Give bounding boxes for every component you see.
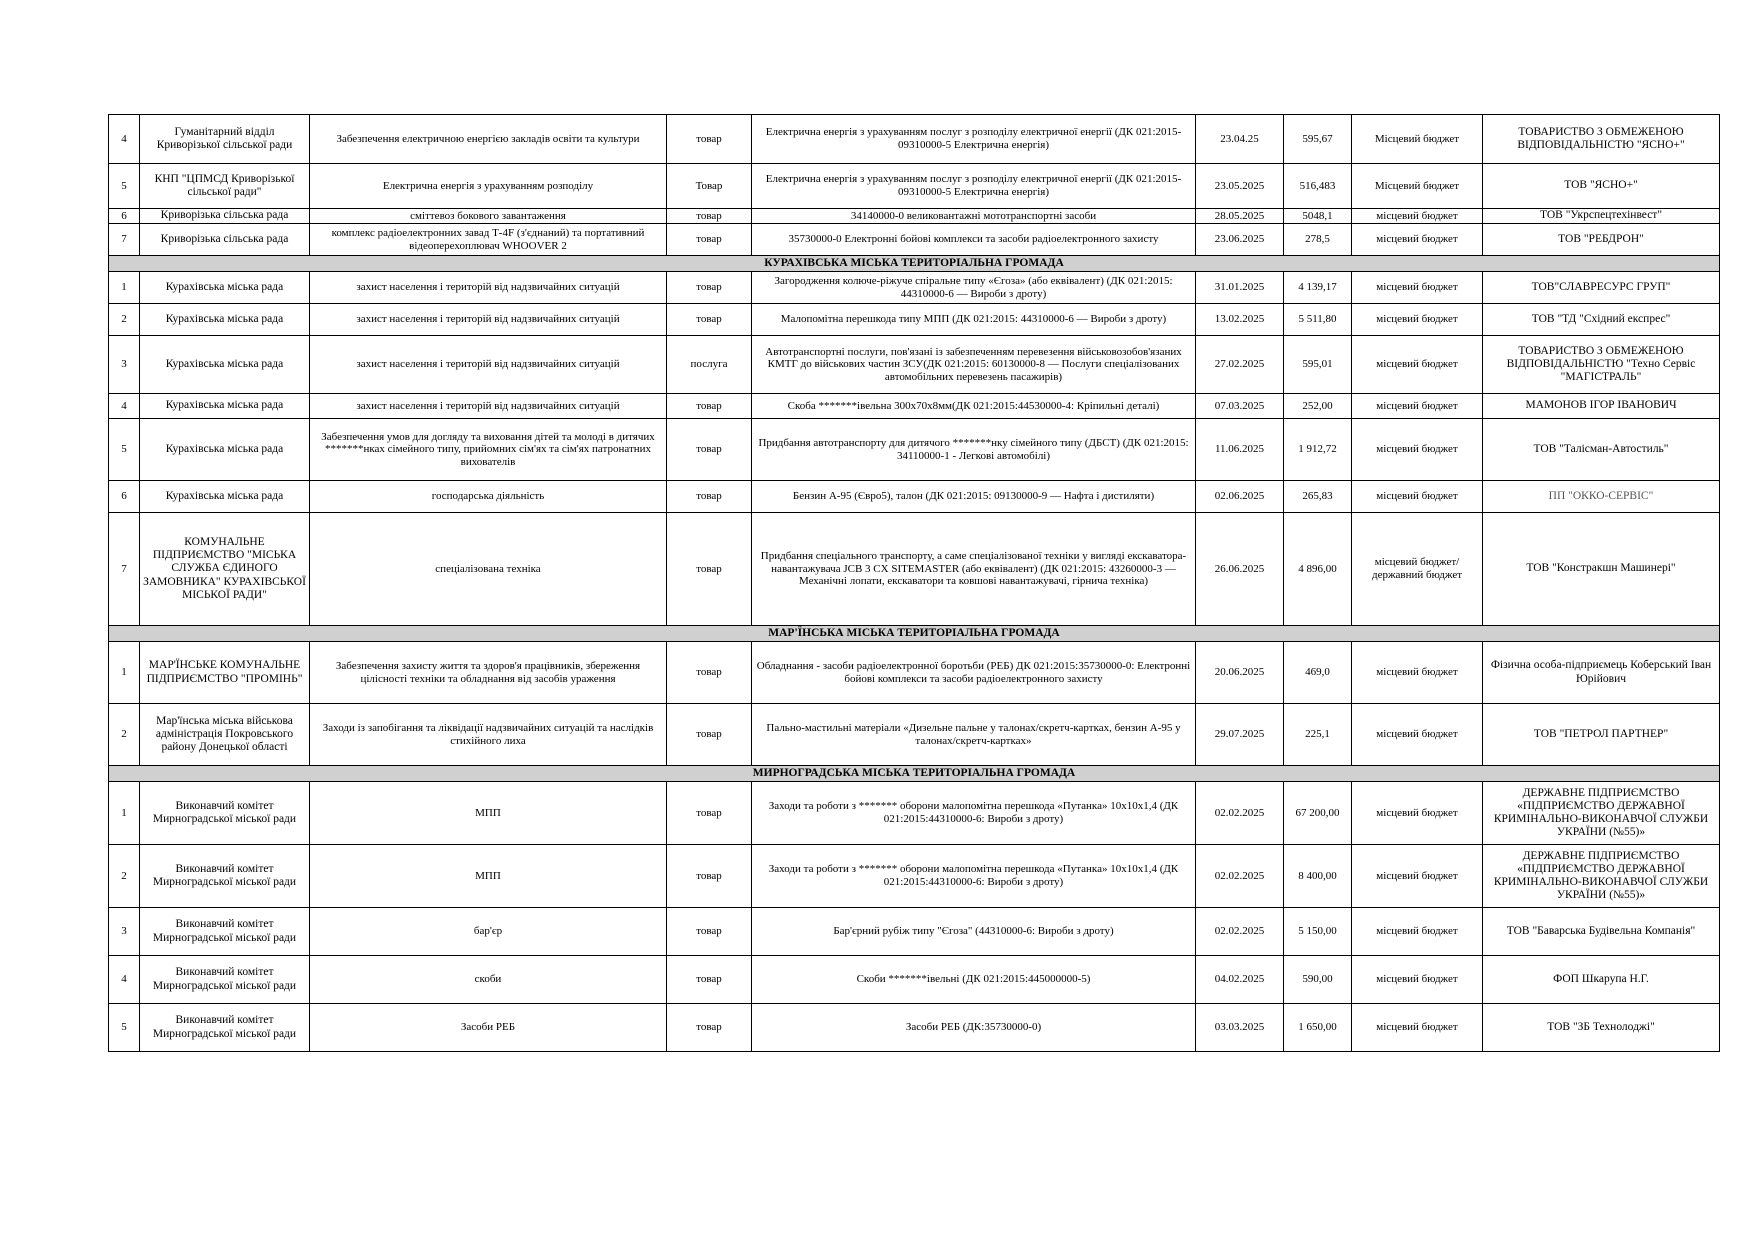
cell-supplier: ТОВ "Констракшн Машинері" [1483, 513, 1720, 626]
cell-org: Курахівська міська рада [140, 336, 310, 394]
cell-kind: товар [667, 224, 752, 256]
cell-num: 1 [109, 272, 140, 304]
cell-date: 02.06.2025 [1196, 481, 1284, 513]
cell-kind: Товар [667, 164, 752, 209]
cell-date: 23.05.2025 [1196, 164, 1284, 209]
cell-purpose: МПП [310, 845, 667, 908]
cell-num: 3 [109, 336, 140, 394]
cell-date: 13.02.2025 [1196, 304, 1284, 336]
cell-subject: Електрична енергія з урахуванням послуг з розподілу електричної енергії (ДК 021:2015-09310000-5 Електрична енергія) [752, 164, 1196, 209]
cell-date: 29.07.2025 [1196, 704, 1284, 766]
cell-funding: місцевий бюджет [1352, 908, 1483, 956]
cell-purpose: захист населення і територій від надзвичайних ситуацій [310, 272, 667, 304]
cell-purpose: Забезпечення електричною енергією закладів освіти та культури [310, 115, 667, 164]
cell-supplier: ТОВ "ЯСНО+" [1483, 164, 1720, 209]
cell-amount: 225,1 [1284, 704, 1352, 766]
cell-supplier: ТОВАРИСТВО З ОБМЕЖЕНОЮ ВІДПОВІДАЛЬНІСТЮ "Техно Сервіс "МАГІСТРАЛЬ" [1483, 336, 1720, 394]
cell-kind: товар [667, 272, 752, 304]
cell-num: 7 [109, 224, 140, 256]
cell-num: 4 [109, 115, 140, 164]
cell-funding: місцевий бюджет [1352, 419, 1483, 481]
cell-org: Криворізька сільська рада [140, 224, 310, 256]
cell-kind: товар [667, 908, 752, 956]
cell-amount: 4 139,17 [1284, 272, 1352, 304]
cell-subject: Засоби РЕБ (ДК:35730000-0) [752, 1004, 1196, 1052]
cell-date: 02.02.2025 [1196, 908, 1284, 956]
cell-subject: Придбання автотранспорту для дитячого *******нку сімейного типу (ДБСТ) (ДК 021:2015: 34110000-1 - Легкові автомобілі) [752, 419, 1196, 481]
table-row [109, 394, 1720, 419]
cell-subject: Обладнання - засоби радіоелектронної боротьби (РЕБ) ДК 021:2015:35730000-0: Електронні бойові комплекси та засоби радіоелектронного захисту [752, 642, 1196, 704]
cell-amount: 67 200,00 [1284, 782, 1352, 845]
cell-org: Мар'їнська міська військова адміністрація Покровського району Донецької області [140, 704, 310, 766]
table-row [109, 304, 1720, 336]
cell-subject: 34140000-0 великовантажні мототранспортні засоби [752, 209, 1196, 224]
cell-date: 03.03.2025 [1196, 1004, 1284, 1052]
cell-subject: Придбання спеціального транспорту, а саме спеціалізованої техніки у вигляді екскаватора-навантажувача JCB 3 CX SITEMASTER (або еквівалент) (ДК 021:2015: 43260000-3 — Механічні лопати, екскаватори та ковшові навантажувачі, гірнича техніка) [752, 513, 1196, 626]
table-row [109, 115, 1720, 164]
cell-date: 31.01.2025 [1196, 272, 1284, 304]
cell-num: 6 [109, 481, 140, 513]
cell-kind: товар [667, 481, 752, 513]
cell-org: КНП "ЦПМСД Криворізької сільської ради" [140, 164, 310, 209]
table-row [109, 209, 1720, 224]
table-row [109, 642, 1720, 704]
cell-org: Виконавчий комітет Мирноградської міської ради [140, 908, 310, 956]
table-row [109, 704, 1720, 766]
table-row [109, 908, 1720, 956]
section-header-row [109, 626, 1720, 642]
cell-purpose: сміттевоз бокового завантаження [310, 209, 667, 224]
cell-funding: місцевий бюджет [1352, 224, 1483, 256]
cell-supplier: ДЕРЖАВНЕ ПІДПРИЄМСТВО «ПІДПРИЄМСТВО ДЕРЖАВНОЇ КРИМІНАЛЬНО-ВИКОНАВЧОЇ СЛУЖБИ УКРАЇНИ (№55)» [1483, 845, 1720, 908]
cell-subject: Скоби *******івельні (ДК 021:2015:445000000-5) [752, 956, 1196, 1004]
table-row [109, 956, 1720, 1004]
cell-supplier: МАМОНОВ ІГОР ІВАНОВИЧ [1483, 394, 1720, 419]
cell-num: 5 [109, 419, 140, 481]
cell-org: Виконавчий комітет Мирноградської міської ради [140, 845, 310, 908]
cell-date: 27.02.2025 [1196, 336, 1284, 394]
cell-supplier: ТОВ "ЗБ Технолоджі" [1483, 1004, 1720, 1052]
cell-purpose: Заходи із запобігання та ліквідації надзвичайних ситуацій та наслідків стихійного лиха [310, 704, 667, 766]
cell-kind: товар [667, 394, 752, 419]
cell-funding: місцевий бюджет [1352, 782, 1483, 845]
cell-funding: місцевий бюджет [1352, 481, 1483, 513]
cell-date: 07.03.2025 [1196, 394, 1284, 419]
cell-subject: Скоба *******івельна 300х70х8мм(ДК 021:2015:44530000-4: Кріпильні деталі) [752, 394, 1196, 419]
cell-num: 1 [109, 642, 140, 704]
cell-supplier: Фізична особа-підприємець Коберський Іван Юрійович [1483, 642, 1720, 704]
cell-supplier: ТОВ "РЕБДРОН" [1483, 224, 1720, 256]
table-row [109, 1004, 1720, 1052]
cell-date: 20.06.2025 [1196, 642, 1284, 704]
cell-supplier: ТОВАРИСТВО З ОБМЕЖЕНОЮ ВІДПОВІДАЛЬНІСТЮ "ЯСНО+" [1483, 115, 1720, 164]
cell-purpose: Забезпечення захисту життя та здоров'я працівників, збереження цілісності техніки та обладнання від засобів ураження [310, 642, 667, 704]
cell-kind: послуга [667, 336, 752, 394]
cell-date: 11.06.2025 [1196, 419, 1284, 481]
cell-purpose: захист населення і територій від надзвичайних ситуацій [310, 304, 667, 336]
table-row [109, 782, 1720, 845]
cell-kind: товар [667, 642, 752, 704]
cell-org: Виконавчий комітет Мирноградської міської ради [140, 782, 310, 845]
section-title: МИРНОГРАДСЬКА МІСЬКА ТЕРИТОРІАЛЬНА ГРОМАДА [109, 766, 1720, 782]
cell-num: 5 [109, 1004, 140, 1052]
table-row [109, 845, 1720, 908]
cell-supplier: ТОВ"СЛАВРЕСУРС ГРУП" [1483, 272, 1720, 304]
cell-kind: товар [667, 956, 752, 1004]
cell-amount: 278,5 [1284, 224, 1352, 256]
cell-funding: місцевий бюджет/державний бюджет [1352, 513, 1483, 626]
cell-funding: місцевий бюджет [1352, 209, 1483, 224]
cell-purpose: Забезпечення умов для догляду та виховання дітей та молоді в дитячих *******нках сімейного типу, прийомних сім'ях та сім'ях патронатних вихователів [310, 419, 667, 481]
cell-date: 28.05.2025 [1196, 209, 1284, 224]
cell-date: 04.02.2025 [1196, 956, 1284, 1004]
cell-amount: 5048,1 [1284, 209, 1352, 224]
table-row [109, 224, 1720, 256]
cell-org: Курахівська міська рада [140, 304, 310, 336]
cell-org: Виконавчий комітет Мирноградської міської ради [140, 1004, 310, 1052]
cell-amount: 252,00 [1284, 394, 1352, 419]
cell-num: 5 [109, 164, 140, 209]
cell-amount: 5 511,80 [1284, 304, 1352, 336]
cell-org: Гуманітарний відділ Криворізької сільської ради [140, 115, 310, 164]
cell-num: 2 [109, 704, 140, 766]
cell-subject: Бензин А-95 (Євро5), талон (ДК 021:2015: 09130000-9 — Нафта і дистиляти) [752, 481, 1196, 513]
cell-org: Криворізька сільська рада [140, 209, 310, 224]
cell-purpose: скоби [310, 956, 667, 1004]
cell-date: 02.02.2025 [1196, 845, 1284, 908]
cell-subject: Загородження колюче-ріжуче спіральне типу «Єгоза» (або еквівалент) (ДК 021:2015: 44310000-6 — Вироби з дроту) [752, 272, 1196, 304]
cell-kind: товар [667, 782, 752, 845]
section-header-row [109, 766, 1720, 782]
cell-kind: товар [667, 704, 752, 766]
cell-purpose: захист населення і територій від надзвичайних ситуацій [310, 336, 667, 394]
cell-amount: 1 650,00 [1284, 1004, 1352, 1052]
cell-org: Виконавчий комітет Мирноградської міської ради [140, 956, 310, 1004]
cell-funding: місцевий бюджет [1352, 1004, 1483, 1052]
cell-purpose: МПП [310, 782, 667, 845]
cell-funding: місцевий бюджет [1352, 336, 1483, 394]
cell-kind: товар [667, 419, 752, 481]
cell-date: 02.02.2025 [1196, 782, 1284, 845]
cell-subject: Автотранспортні послуги, пов'язані із забезпеченням перевезення військовозобов'язаних КМТГ до військових частин ЗСУ(ДК 021:2015: 60130000-8 — Послуги спеціалізованих автомобільних перевезень пасажирів) [752, 336, 1196, 394]
cell-num: 7 [109, 513, 140, 626]
cell-amount: 469,0 [1284, 642, 1352, 704]
cell-kind: товар [667, 115, 752, 164]
cell-date: 23.06.2025 [1196, 224, 1284, 256]
cell-funding: місцевий бюджет [1352, 704, 1483, 766]
section-title: МАР'ЇНСЬКА МІСЬКА ТЕРИТОРІАЛЬНА ГРОМАДА [109, 626, 1720, 642]
cell-supplier: ТОВ "ПЕТРОЛ ПАРТНЕР" [1483, 704, 1720, 766]
cell-num: 6 [109, 209, 140, 224]
cell-org: Курахівська міська рада [140, 419, 310, 481]
cell-kind: товар [667, 304, 752, 336]
cell-purpose: захист населення і територій від надзвичайних ситуацій [310, 394, 667, 419]
cell-amount: 516,483 [1284, 164, 1352, 209]
cell-funding: місцевий бюджет [1352, 956, 1483, 1004]
section-title: КУРАХІВСЬКА МІСЬКА ТЕРИТОРІАЛЬНА ГРОМАДА [109, 256, 1720, 272]
cell-num: 3 [109, 908, 140, 956]
cell-org: Курахівська міська рада [140, 272, 310, 304]
table-row [109, 164, 1720, 209]
cell-subject: Електрична енергія з урахуванням послуг з розподілу електричної енергії (ДК 021:2015-09310000-5 Електрична енергія) [752, 115, 1196, 164]
table-row [109, 481, 1720, 513]
cell-kind: товар [667, 209, 752, 224]
cell-amount: 1 912,72 [1284, 419, 1352, 481]
cell-purpose: Електрична енергія з урахуванням розподілу [310, 164, 667, 209]
cell-org: МАР'ЇНСЬКЕ КОМУНАЛЬНЕ ПІДПРИЄМСТВО "ПРОМІНЬ" [140, 642, 310, 704]
cell-kind: товар [667, 845, 752, 908]
cell-purpose: Засоби РЕБ [310, 1004, 667, 1052]
cell-supplier: ТОВ "Талісман-Автостиль" [1483, 419, 1720, 481]
cell-funding: місцевий бюджет [1352, 394, 1483, 419]
cell-amount: 595,01 [1284, 336, 1352, 394]
cell-funding: Місцевий бюджет [1352, 164, 1483, 209]
table-row [109, 419, 1720, 481]
table-row [109, 513, 1720, 626]
cell-amount: 595,67 [1284, 115, 1352, 164]
cell-subject: Заходи та роботи з ******* оборони малопомітна перешкода «Путанка» 10х10х1,4 (ДК 021:2015:44310000-6: Вироби з дроту) [752, 782, 1196, 845]
cell-funding: місцевий бюджет [1352, 272, 1483, 304]
cell-funding: місцевий бюджет [1352, 304, 1483, 336]
cell-supplier: ТОВ "Укрспецтехінвест" [1483, 209, 1720, 224]
procurement-table [108, 114, 1720, 1052]
cell-num: 4 [109, 956, 140, 1004]
cell-date: 26.06.2025 [1196, 513, 1284, 626]
cell-supplier: ТОВ "Баварська Будівельна Компанія" [1483, 908, 1720, 956]
cell-funding: місцевий бюджет [1352, 845, 1483, 908]
cell-amount: 5 150,00 [1284, 908, 1352, 956]
cell-funding: місцевий бюджет [1352, 642, 1483, 704]
cell-amount: 590,00 [1284, 956, 1352, 1004]
cell-kind: товар [667, 1004, 752, 1052]
cell-purpose: комплекс радіоелектронних завад Т-4F (з'єднаний) та портативний відеоперехоплювач WHOOVER 2 [310, 224, 667, 256]
cell-subject: Пально-мастильні матеріали «Дизельне пальне у талонах/скретч-картках, бензин А-95 у талонах/скретч-картках» [752, 704, 1196, 766]
cell-purpose: спеціалізована техніка [310, 513, 667, 626]
cell-amount: 265,83 [1284, 481, 1352, 513]
cell-num: 4 [109, 394, 140, 419]
cell-subject: Малопомітна перешкода типу МПП (ДК 021:2015: 44310000-6 — Вироби з дроту) [752, 304, 1196, 336]
table-row [109, 336, 1720, 394]
cell-kind: товар [667, 513, 752, 626]
cell-subject: Бар'єрний рубіж типу "Єгоза" (44310000-6: Вироби з дроту) [752, 908, 1196, 956]
cell-org: КОМУНАЛЬНЕ ПІДПРИЄМСТВО "МІСЬКА СЛУЖБА ЄДИНОГО ЗАМОВНИКА" КУРАХІВСЬКОЇ МІСЬКОЇ РАДИ" [140, 513, 310, 626]
cell-num: 1 [109, 782, 140, 845]
cell-supplier: ПП "ОККО-СЕРВІС" [1483, 481, 1720, 513]
cell-org: Курахівська міська рада [140, 394, 310, 419]
cell-supplier: ДЕРЖАВНЕ ПІДПРИЄМСТВО «ПІДПРИЄМСТВО ДЕРЖАВНОЇ КРИМІНАЛЬНО-ВИКОНАВЧОЇ СЛУЖБИ УКРАЇНИ (№55)» [1483, 782, 1720, 845]
cell-purpose: бар'єр [310, 908, 667, 956]
table-row [109, 272, 1720, 304]
cell-subject: Заходи та роботи з ******* оборони малопомітна перешкода «Путанка» 10х10х1,4 (ДК 021:2015:44310000-6: Вироби з дроту) [752, 845, 1196, 908]
cell-supplier: ТОВ "ТД "Східний експрес" [1483, 304, 1720, 336]
cell-date: 23.04.25 [1196, 115, 1284, 164]
section-header-row [109, 256, 1720, 272]
cell-num: 2 [109, 845, 140, 908]
cell-subject: 35730000-0 Електронні бойові комплекси та засоби радіоелектронного захисту [752, 224, 1196, 256]
cell-num: 2 [109, 304, 140, 336]
cell-funding: Місцевий бюджет [1352, 115, 1483, 164]
cell-amount: 8 400,00 [1284, 845, 1352, 908]
cell-purpose: господарська діяльність [310, 481, 667, 513]
cell-org: Курахівська міська рада [140, 481, 310, 513]
cell-supplier: ФОП Шкарупа Н.Г. [1483, 956, 1720, 1004]
cell-amount: 4 896,00 [1284, 513, 1352, 626]
